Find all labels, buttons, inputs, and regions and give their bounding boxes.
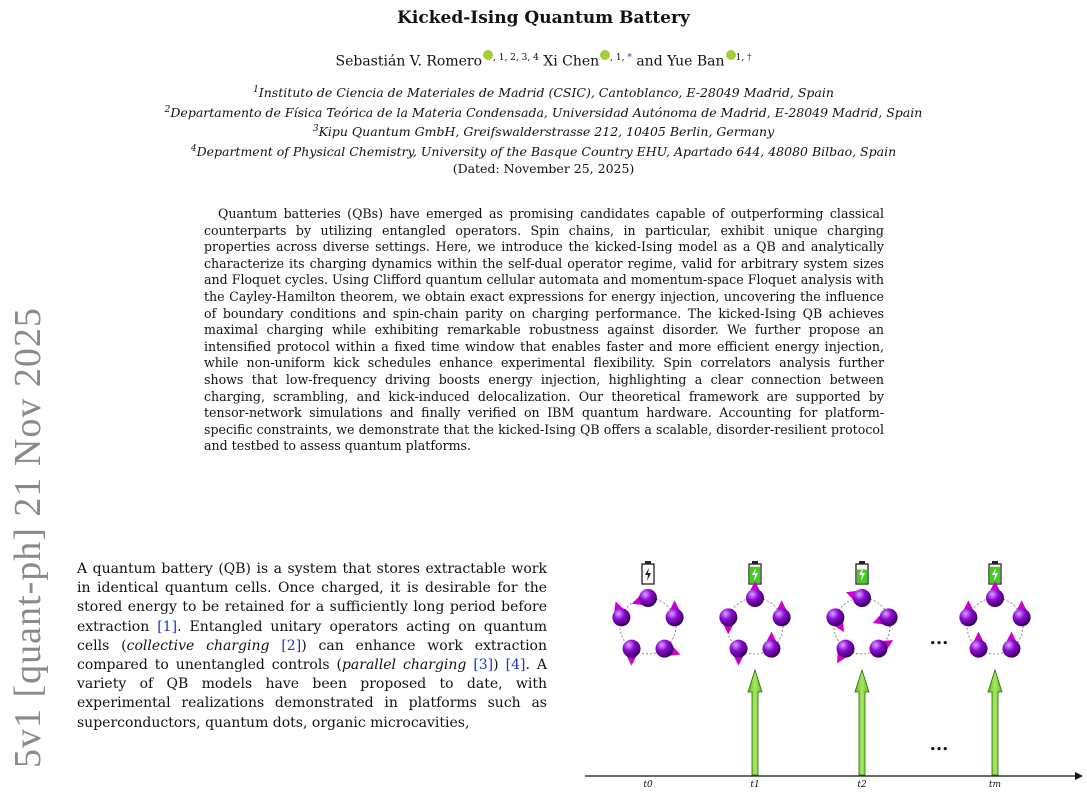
spin-sphere <box>880 608 898 626</box>
spin-sphere <box>970 640 988 658</box>
author-affil-numbers: 1, <box>735 53 747 63</box>
citation-link[interactable]: [1] <box>157 618 178 635</box>
ellipsis-kicks: ... <box>929 734 949 755</box>
citation-link[interactable]: [2] <box>281 637 302 654</box>
charging-protocol-figure <box>575 560 1087 789</box>
affiliation: $^3$Kipu Quantum GmbH, Greifswalderstrasse 212, 10405 Berlin, Germany <box>312 124 775 140</box>
spin-sphere <box>612 608 630 626</box>
corresponding-mark-link[interactable]: * <box>627 53 632 63</box>
arxiv-sidebar <box>4 250 52 770</box>
spin-sphere <box>762 640 780 658</box>
author-name: Xi Chen <box>543 53 600 70</box>
affiliation: $^1$Instituto de Ciencia de Materiales de Madrid (CSIC), Cantoblanco, E-28049 Madrid, Spain <box>253 85 834 101</box>
spin-sphere <box>639 589 657 607</box>
time-label: tm <box>988 780 1002 789</box>
time-axis-arrowhead <box>1075 772 1083 780</box>
time-label: t2 <box>857 780 867 789</box>
spin-sphere <box>869 640 887 658</box>
spin-sphere <box>1002 640 1020 658</box>
spin-sphere <box>655 640 673 658</box>
arxiv-identifier: 5v1 [quant-ph] 21 Nov 2025 <box>7 307 49 768</box>
author-affil-numbers: , 1, 2, 3, 4 <box>493 53 539 63</box>
spin-sphere <box>719 608 737 626</box>
spin-sphere <box>773 608 791 626</box>
spin-sphere <box>666 608 684 626</box>
time-label: t1 <box>750 780 760 789</box>
spin-sphere <box>826 608 844 626</box>
spin-sphere <box>853 589 871 607</box>
spin-sphere <box>837 640 855 658</box>
spin-sphere <box>746 589 764 607</box>
kick-arrow <box>748 670 762 775</box>
author-conjunction: and <box>636 53 663 70</box>
ellipsis-spins: ... <box>929 628 949 649</box>
citation-link[interactable]: [3] <box>473 657 494 674</box>
kick-arrow <box>855 670 869 775</box>
citation-link[interactable]: [4] <box>505 657 526 674</box>
orcid-icon[interactable] <box>483 50 493 60</box>
author-name: Sebastián V. Romero <box>335 53 483 70</box>
affiliation-list <box>0 82 1087 177</box>
spin-sphere <box>623 640 641 658</box>
spin-sphere <box>1013 608 1031 626</box>
affiliation: $^4$Department of Physical Chemistry, University of the Basque Country EHU, Apartado 644, 48080 Bilbao, Spain <box>190 143 897 160</box>
time-label: t0 <box>643 780 653 789</box>
author-affil-numbers: , 1, <box>610 53 628 63</box>
intro-paragraph: A quantum battery (QB) is a system that stores extractable work in identical quantum cells. Once charged, it is desirable for the stored energy to be retained for a sufficiently long period before extraction [1]. Entangled unitary operators acting on quantum cells (collective charging [2]) can enhance work extraction compared to unentangled controls (parallel charging [3]) [4]. A variety of QB models have been proposed to date, with experimental realizations demonstrated in platforms such as superconductors, quantum dots, organic microcavities, <box>77 561 547 731</box>
affiliation: $^2$Departamento de Física Teórica de la Materia Condensada, Universidad Autónoma de Madrid, E-28049 Madrid, Spain <box>164 104 923 120</box>
orcid-icon[interactable] <box>600 50 610 60</box>
author-name: Yue Ban <box>667 53 725 70</box>
dated-line: (Dated: November 25, 2025) <box>452 160 635 176</box>
kick-arrow <box>988 670 1002 775</box>
author-list <box>0 50 1087 70</box>
abstract: Quantum batteries (QBs) have emerged as promising candidates capable of outperforming classical counterparts by utilizing entangled operators. Spin chains, in particular, exhibit unique charging properties across diverse settings. Here, we introduce the kicked-Ising model as a QB and analytically characterize its charging dynamics within the self-dual operator regime, valid for arbitrary system sizes and Floquet cycles. Using Clifford quantum cellular automata and momentum-space Floquet analysis with the Cayley-Hamilton theorem, we obtain exact expressions for energy injection, uncovering the influence of boundary conditions and spin-chain parity on charging performance. The kicked-Ising QB achieves maximal charging while exhibiting remarkable robustness against disorder. We further propose an intensified protocol within a fixed time window that enables faster and more efficient energy injection, while non-uniform kick schedules enhance experimental flexibility. Spin correlators analysis further shows that low-frequency driving boosts energy injection, highlighting a clear connection between charging, scrambling, and kick-induced delocalization. Our theoretical framework are supported by tensor-network simulations and finally verified on IBM quantum hardware. Accounting for platform-specific constraints, we demonstrate that the kicked-Ising QB offers a scalable, disorder-resilient protocol and testbed to assess quantum platforms. <box>204 206 884 454</box>
spin-sphere <box>730 640 748 658</box>
paper-title: Kicked-Ising Quantum Battery <box>397 8 690 28</box>
figure-svg <box>575 560 1087 789</box>
spin-sphere <box>959 608 977 626</box>
spin-sphere <box>986 589 1004 607</box>
corresponding-mark-link[interactable]: † <box>747 53 752 63</box>
orcid-icon[interactable] <box>726 50 736 60</box>
